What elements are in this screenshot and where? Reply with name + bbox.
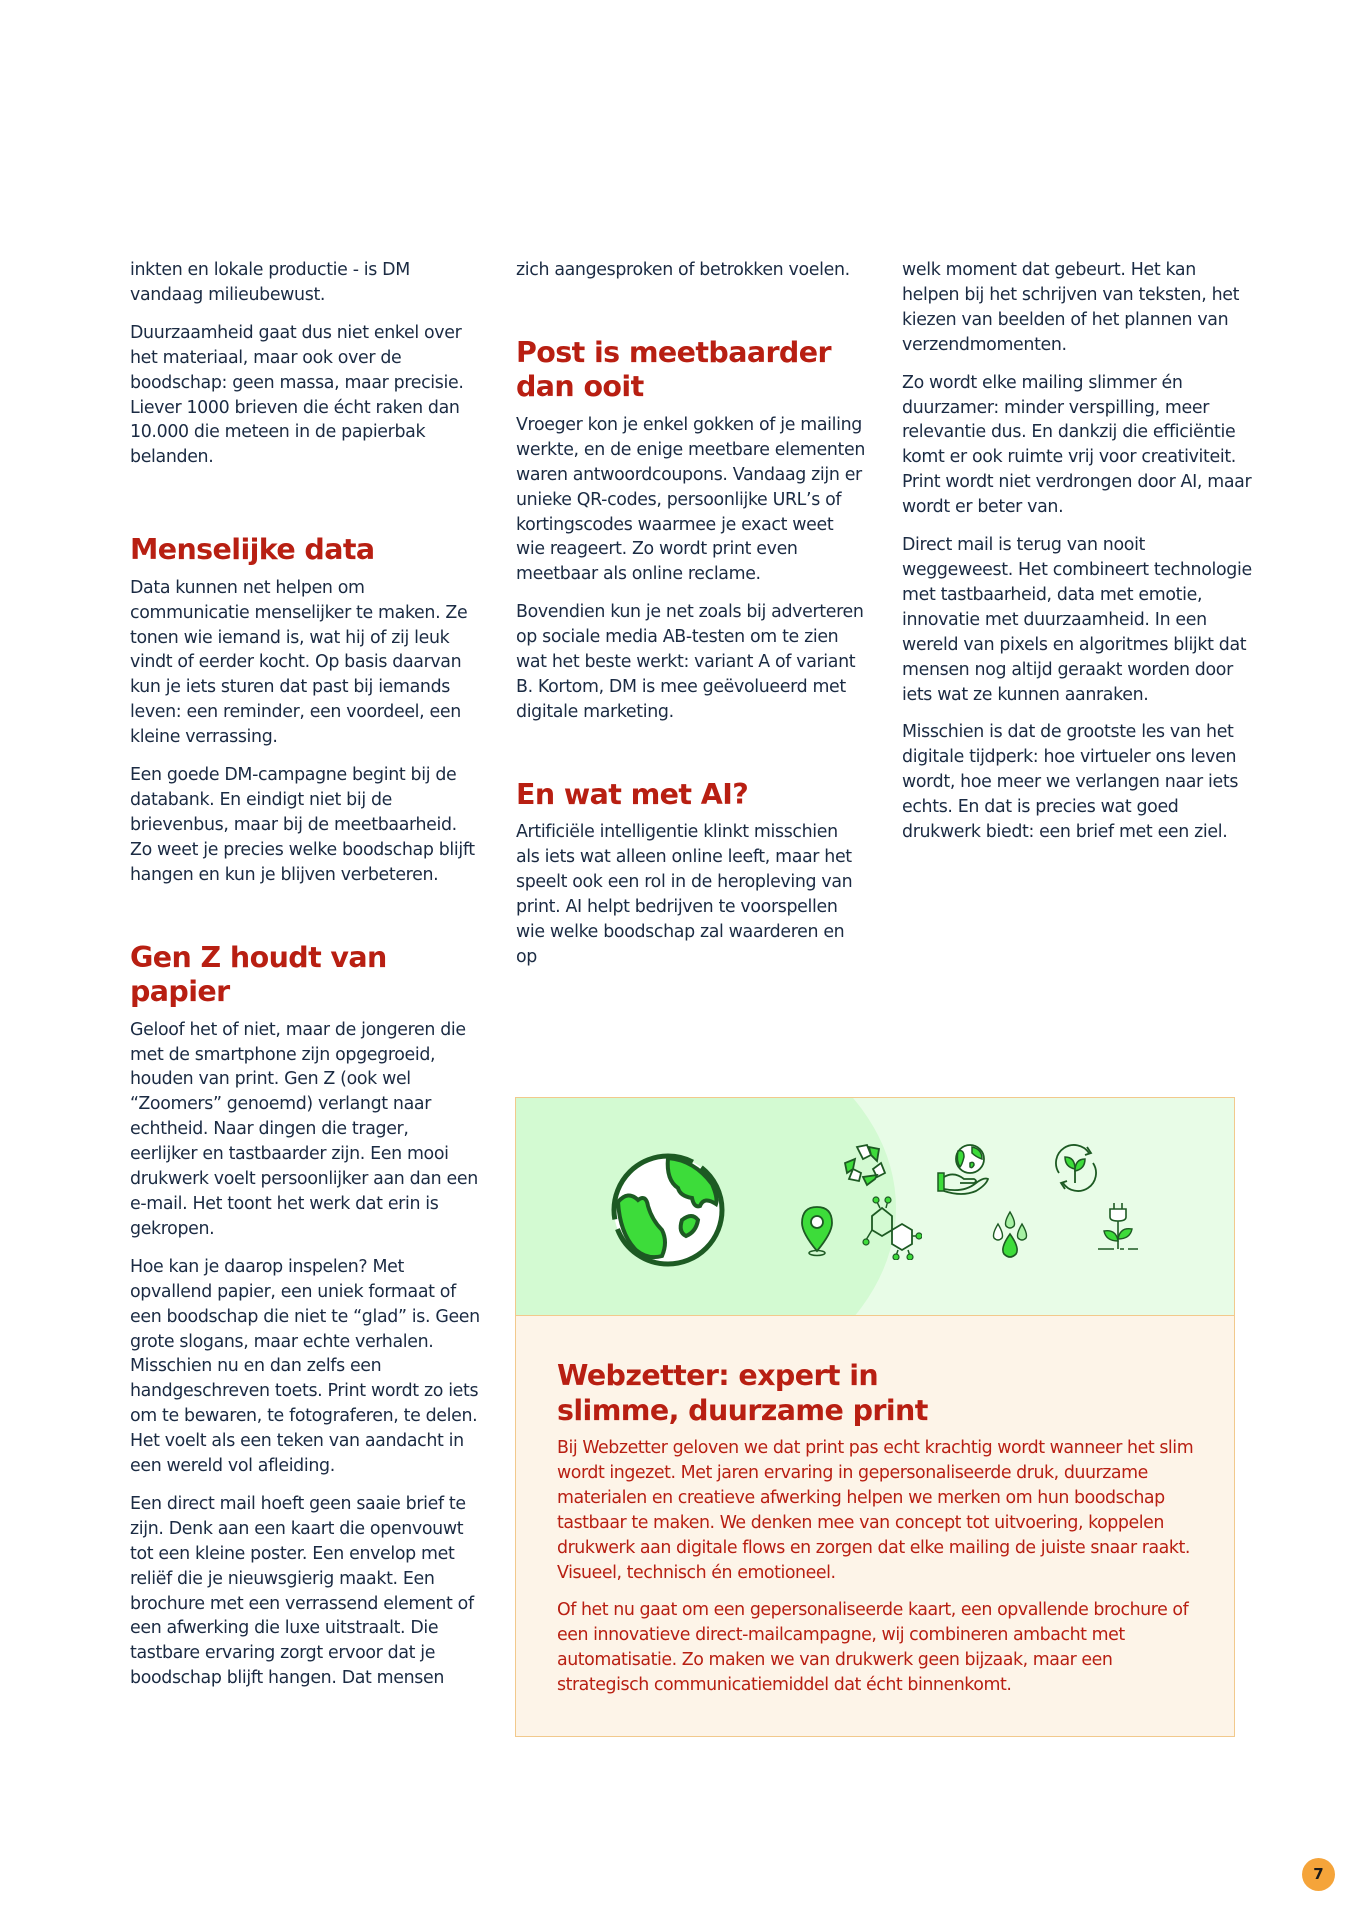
paragraph: zich aangesproken of betrokken voelen. [516, 260, 850, 280]
paragraph: Duurzaamheid gaat dus niet enkel over het materiaal, maar ook over de boodschap: geen massa, maar precisie. Liever 1000 brieven die écht raken dan 10.000 die meteen in de papierbak belanden. [130, 322, 464, 468]
paragraph: Vroeger kon je enkel gokken of je mailing werkte, en de enige meetbare elementen waren antwoordcoupons. Vandaag zijn er unieke QR-codes, persoonlijke URL’s of kortingscodes waarmee je exact weet wie reageert. Zo wordt print even meetbaar als online reclame. [516, 414, 866, 585]
paragraph: Geloof het of niet, maar de jongeren die met de smartphone zijn opgegroeid, houden van print. Gen Z (ook wel “Zoomers” genoemd) verlangt naar echtheid. Naar dingen die trager, eerlijker en tastbaarder zijn. Een mooi drukwerk voelt persoonlijker aan dan een e-mail. Het toont het werk dat erin is gekropen. [130, 1019, 478, 1239]
section-heading-ai: En wat met AI? [516, 777, 749, 811]
location-pin-icon [800, 1205, 834, 1257]
section-heading-menselijke-data: Menselijke data [130, 533, 375, 567]
column-middle [516, 258, 866, 983]
paragraph: Zo wordt elke mailing slimmer én duurzamer: minder verspilling, meer relevantie dus. En dankzij die efficiëntie komt er ook ruimte vrij voor creativiteit. Print wordt niet verdrongen door AI, maar wordt er beter van. [902, 372, 1252, 518]
promo-paragraph: Bij Webzetter geloven we dat print pas echt krachtig wordt wanneer het slim wordt ingezet. Met jaren ervaring in gepersonaliseerde druk, duurzame materialen en creatieve afwerking helpen we merken om hun boodschap tastbaar te maken. We denken mee van concept tot uitvoering, koppelen drukwerk aan digitale flows en zorgen dat elke mailing de juiste snaar raakt. Visueel, technisch én emotioneel. [557, 1438, 1194, 1583]
paragraph: Een goede DM-campagne begint bij de databank. En eindigt niet bij de brievenbus, maar bij de meetbaarheid. Zo weet je precies welke boodschap blijft hangen en kun je blijven verbeteren. [130, 765, 475, 885]
section-heading-gen-z: Gen Z houdt van papier [130, 940, 387, 1009]
globe-icon [608, 1150, 728, 1270]
sustainability-illustration [516, 1098, 1234, 1316]
water-drops-icon [990, 1210, 1030, 1262]
paragraph: Bovendien kun je net zoals bij adverteren op sociale media AB-testen om te zien wat het beste werkt: variant A of variant B. Kortom, DM is mee geëvolueerd met digitale marketing. [516, 602, 864, 722]
paragraph: Data kunnen net helpen om communicatie menselijker te maken. Ze tonen wie iemand is, wat hij of zij leuk vindt of eerder kocht. Op basis daarvan kun je iets sturen dat past bij iemands leven: een reminder, een voordeel, een kleine verrassing. [130, 577, 468, 748]
paragraph: Hoe kan je daarop inspelen? Met opvallend papier, een uniek formaat of een boodschap die niet te “glad” is. Geen grote slogans, maar echte verhalen. Misschien nu en dan zelfs een handgeschreven toets. Print wordt zo iets om te bewaren, te fotograferen, te delen. Het voelt als een teken van aandacht in een wereld vol afleiding. [130, 1256, 480, 1477]
promo-heading: Webzetter: expert in slimme, duurzame print [557, 1359, 928, 1427]
column-right [902, 258, 1252, 858]
paragraph: Een direct mail hoeft geen saaie brief te zijn. Denk aan een kaart die openvouwt tot een kleine poster. Een envelop met reliëf die je nieuwsgierig maakt. Een brochure met een verrassend element of een afwerking die luxe uitstraalt. Die tastbare ervaring zorgt ervoor dat je boodschap blijft hangen. Dat mensen [130, 1493, 474, 1689]
hand-globe-icon [936, 1141, 992, 1197]
promo-paragraph: Of het nu gaat om een gepersonaliseerde kaart, een opvallende brochure of een innovatieve direct-mailcampagne, wij combineren ambacht met automatisatie. Zo maken we van drukwerk geen bijzaak, maar een strategisch communicatiemiddel dat écht binnenkomt. [557, 1600, 1189, 1696]
cycle-sprout-icon [1051, 1143, 1101, 1193]
paragraph: inkten en lokale productie - is DM vandaag milieubewust. [130, 260, 410, 305]
molecule-icon [862, 1196, 922, 1260]
paragraph: Artificiële intelligentie klinkt misschien als iets wat alleen online leeft, maar het speelt ook een rol in de heropleving van print. AI helpt bedrijven te voorspellen wie welke boodschap zal waarderen en op [516, 822, 853, 967]
paragraph: Direct mail is terug van nooit weggeweest. Het combineert technologie met tastbaarheid, data met emotie, innovatie met duurzaamheid. In een wereld van pixels en algoritmes blijkt dat mensen nog altijd geraakt worden door iets wat ze kunnen aanraken. [902, 535, 1252, 705]
section-heading-meetbaar: Post is meetbaarder dan ooit [516, 335, 831, 404]
page-number-badge: 7 [1302, 1858, 1335, 1891]
promo-text [557, 1359, 1207, 1711]
plug-sprout-icon [1096, 1201, 1140, 1257]
paragraph: welk moment dat gebeurt. Het kan helpen bij het schrijven van teksten, het kiezen van beelden of het plannen van verzendmomenten. [902, 260, 1240, 355]
webzetter-promo-box [515, 1097, 1235, 1737]
paragraph: Misschien is dat de grootste les van het digitale tijdperk: hoe virtueler ons leven wordt, hoe meer we verlangen naar iets echts. En dat is precies wat goed drukwerk biedt: een brief met een ziel. [902, 722, 1239, 843]
column-left [130, 258, 480, 1704]
recycle-icon [841, 1141, 889, 1189]
